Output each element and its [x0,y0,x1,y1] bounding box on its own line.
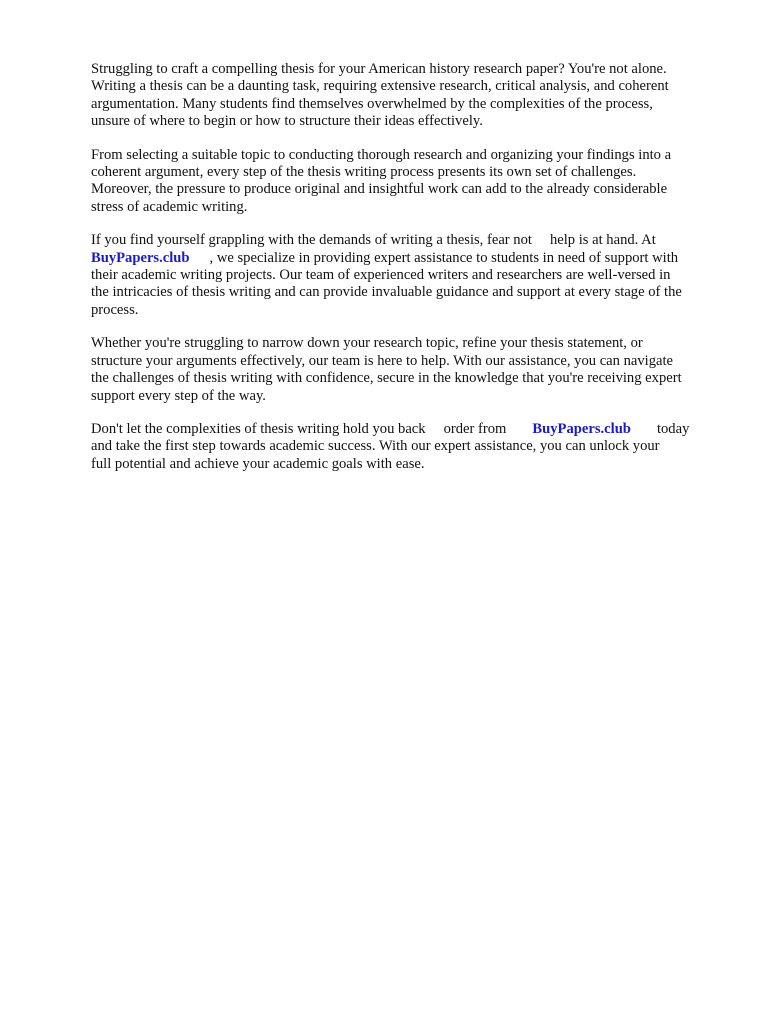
text-line: coherent argument, every step of the thesis writing process presents its own set of challenges. [91,164,637,181]
text-line: stress of academic writing. [91,198,248,215]
paragraph-1 [91,61,726,131]
text-line: Writing a thesis can be a daunting task, requiring extensive research, critical analysis, and coherent [91,78,669,95]
text-line: From selecting a suitable topic to conducting thorough research and organizing your findings into a [91,146,672,163]
text-line: unsure of where to begin or how to structure their ideas effectively. [91,113,483,130]
text-line: argumentation. Many students find themselves overwhelmed by the complexities of the process, [91,95,653,112]
text-line: Struggling to craft a compelling thesis for your American history research paper? You're not alone. [91,61,667,77]
paragraph-4 [91,335,726,405]
buypapers-link[interactable]: BuyPapers.club [532,420,631,437]
text-line [91,421,726,438]
paragraph-2 [91,147,726,217]
text-line: support every step of the way. [91,387,266,404]
text-line: process. [91,301,139,318]
text-segment: order from [443,420,507,437]
text-line: the challenges of thesis writing with confidence, secure in the knowledge that you're receiving expert [91,370,682,387]
buypapers-link[interactable]: BuyPapers.club [91,249,190,266]
text-line: Moreover, the pressure to produce original and insightful work can add to the already considerable [91,181,668,198]
paragraph-3 [91,232,726,319]
text-line [91,250,726,267]
text-segment: , we specialize in providing expert assistance to students in need of support with [209,249,679,266]
text-line: the intricacies of thesis writing and can provide invaluable guidance and support at every stage of the [91,284,682,301]
text-line: Whether you're struggling to narrow down your research topic, refine your thesis statement, or [91,335,643,352]
text-line: and take the first step towards academic success. With our expert assistance, you can unlock your [91,438,660,455]
text-segment: help is at hand. At [549,232,656,249]
text-line: full potential and achieve your academic goals with ease. [91,455,425,472]
text-line [91,232,726,249]
document-page [91,61,726,489]
text-line: structure your arguments effectively, our team is here to help. With our assistance, you can navigate [91,352,674,369]
text-segment: Don't let the complexities of thesis writing hold you back [91,420,426,437]
paragraph-5 [91,421,726,473]
text-segment: today [656,420,690,437]
text-line: their academic writing projects. Our team of experienced writers and researchers are well-versed in [91,267,671,284]
text-segment: If you find yourself grappling with the demands of writing a thesis, fear not [91,232,532,249]
